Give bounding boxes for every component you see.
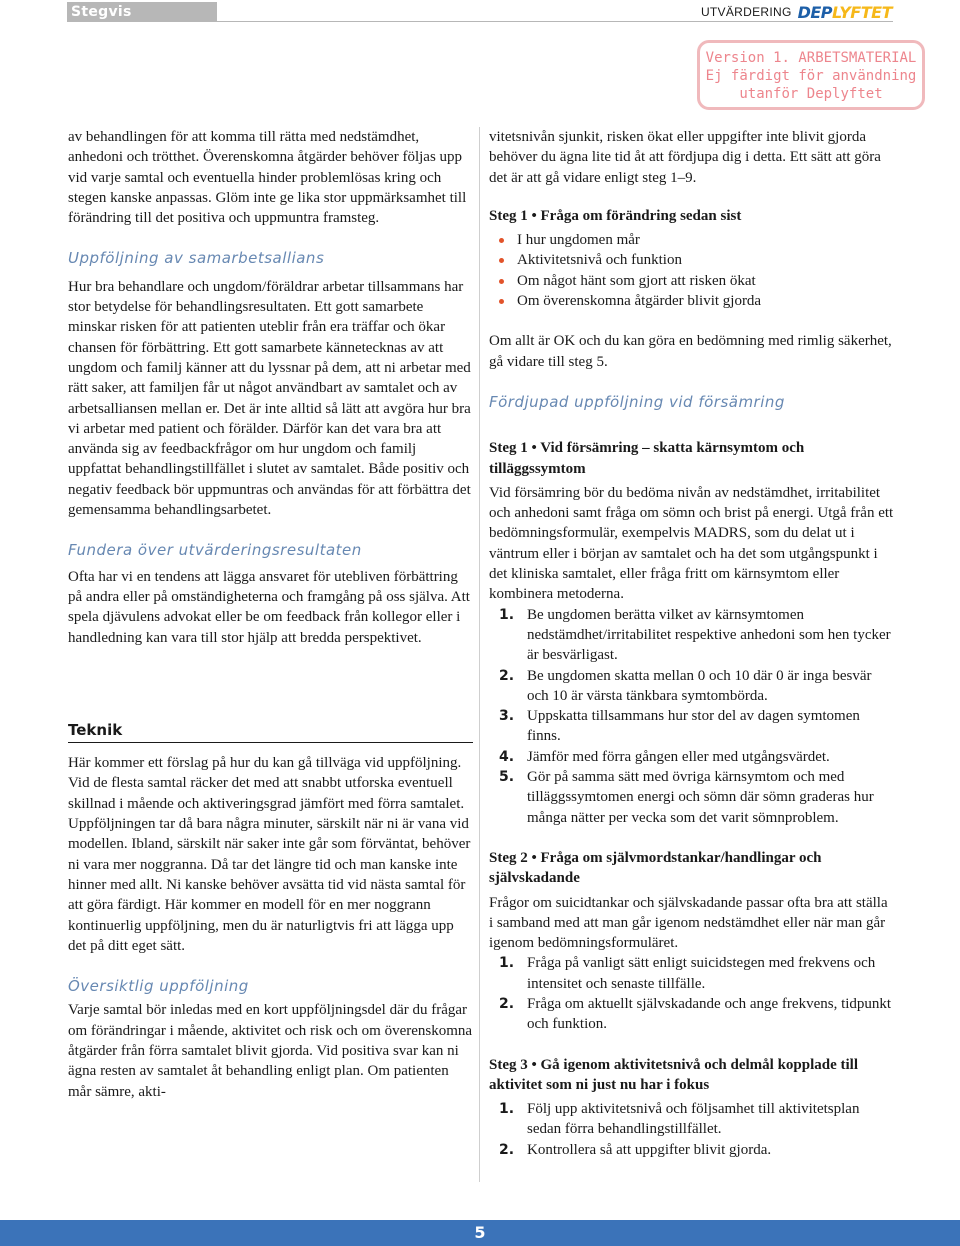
version-line-3: utanför Deplyftet: [739, 86, 883, 102]
continuation-paragraph: vitetsnivån sjunkit, risken ökat eller uppgifter inte blivit gjorda behöver du ägna lite tid åt att fördjupa dig i detta. Ett sätt att göra det är att gå vidare enligt steg 1–9.: [489, 129, 881, 186]
item-text: Fråga på vanligt sätt enligt suicidstegen med frekvens och intensitet och senaste tillfälle.: [527, 955, 876, 992]
steg1-list: [489, 230, 894, 311]
intro-paragraph: av behandlingen för att komma till rätta med nedstämdhet, anhedoni och trötthet. Överenskomna åtgärder behöver följas upp vid varje samtal och eventuella hinder problemlösas kring och stegen kanske anpassas. Glöm inte ge lika stor uppmärksamhet till förändring till det positiva och uppmuntra framsteg.: [68, 129, 467, 227]
item-number: 1.: [499, 1101, 515, 1118]
steg1-heading: Steg 1 • Fråga om förändring sedan sist: [489, 207, 742, 224]
list-item: [489, 1099, 894, 1140]
item-number: 2.: [499, 995, 515, 1012]
list-item: [489, 1140, 894, 1160]
item-text: Uppskatta tillsammans hur stor del av dagen symtomen finns.: [527, 708, 860, 745]
list-item: Om överenskomna åtgärder blivit gjorda: [489, 291, 894, 311]
item-number: 3.: [499, 708, 515, 725]
item-number: 1.: [499, 606, 515, 623]
fordjupad-steg1-list: [489, 605, 894, 828]
teknik-heading: Teknik: [68, 720, 473, 743]
oversikt-heading: Översiktlig uppföljning: [68, 977, 249, 996]
oversikt-paragraph: Varje samtal bör inledas med en kort uppföljningsdel där du frågar om förändringar i mående, aktivitet och risk och om överenskomna åtgärder från förra samtalet blivit gjorda. Vid positiva svar kan ni ägna resten av samtalet åt behandling enligt plan. Om patienten mår sämre, akti-: [68, 1002, 473, 1100]
fundera-paragraph: Ofta har vi en tendens att lägga ansvaret för utebliven förbättring på andra eller på omständigheterna och framgång på oss själva. Att spela djävulens advokat eller be om feedback från kollegor eller i handledning kan vara till stor hjälp att bredda perspektivet.: [68, 568, 470, 646]
item-number: 4.: [499, 748, 515, 765]
fordjupad-heading: Fördjupad uppföljning vid försämring: [489, 392, 785, 411]
item-text: Kontrollera så att uppgifter blivit gjorda.: [527, 1141, 772, 1158]
item-number: 1.: [499, 955, 515, 972]
right-column: [489, 127, 894, 1160]
steg1-after-paragraph: Om allt är OK och du kan göra en bedömning med rimlig säkerhet, gå vidare till steg 5.: [489, 333, 892, 370]
steg2-list: [489, 953, 894, 1034]
left-column: [68, 127, 473, 1102]
fundera-heading: Fundera över utvärderingsresultaten: [68, 541, 362, 560]
item-text: Gör på samma sätt med övriga kärnsymtom och med tilläggssymtomen energi och sömn där sömn graderas hur många nätter per vecka som det varit sömnproblem.: [527, 769, 874, 826]
section-tag: Stegvis uppföljning: [67, 2, 217, 22]
logo-dep-text: DEP: [797, 2, 833, 22]
footer-bar: [0, 1220, 960, 1246]
list-item: Aktivitetsnivå och funktion: [489, 250, 894, 270]
fordjupad-steg1-heading: Steg 1 • Vid försämring – skatta kärnsymtom och tilläggssymtom: [489, 440, 805, 477]
logo-lyftet-text: LYFTET: [832, 2, 892, 22]
list-item: [489, 706, 894, 747]
version-notice: [697, 40, 925, 110]
samarbete-heading: Uppföljning av samarbetsallians: [68, 249, 325, 268]
item-text: Jämför med förra gången eller med utgångsvärdet.: [527, 748, 830, 765]
version-line-1: Version 1. ARBETSMATERIAL: [705, 50, 917, 66]
steg3-heading: Steg 3 • Gå igenom aktivitetsnivå och delmål kopplade till aktivitet som ni just nu har i fokus: [489, 1056, 859, 1093]
column-divider: [479, 127, 480, 1182]
page-number: 5: [474, 1223, 486, 1242]
version-line-2: Ej färdigt för användning: [705, 68, 917, 84]
deplyftet-logo: [798, 3, 892, 22]
item-text: Be ungdomen berätta vilket av kärnsymtomen nedstämdhet/irritabilitet respektive anhedoni som hen tycker är besvärligast.: [527, 606, 891, 664]
steg3-list: [489, 1099, 894, 1160]
list-item: [489, 747, 894, 767]
item-text: Följ upp aktivitetsnivå och följsamhet till aktivitetsplan sedan förra behandlingstillfället.: [527, 1101, 860, 1138]
category-label: UTVÄRDERING: [700, 5, 792, 19]
header-branding: [701, 2, 892, 22]
list-item: I hur ungdomen mår: [489, 230, 894, 250]
steg2-paragraph: Frågor om suicidtankar och självskadande passar ofta bra att ställa i samband med att man går igenom nedstämdhet eller när man går igenom bedömningsformuläret.: [489, 894, 888, 952]
fordjupad-steg1-paragraph: Vid försämring bör du bedöma nivån av nedstämdhet, irritabilitet och anhedoni samt fråga om sömn och brist på energi. Utgå från ett bedömningsformulär, exempelvis MADRS, som du delat ut i väntrum eller i början av samtalet och ha det som utgångspunkt i det kliniska samtalet, eller fråga fritt om kärnsymtom eller kombinera metoderna.: [489, 484, 894, 603]
list-item: [489, 666, 894, 707]
steg2-heading: Steg 2 • Fråga om självmordstankar/handlingar och självskadande: [489, 849, 822, 887]
list-item: [489, 767, 894, 828]
list-item: Om något hänt som gjort att risken ökat: [489, 271, 894, 291]
item-text: Be ungdomen skatta mellan 0 och 10 där 0 är inga besvär och 10 är värsta tänkbara symtombörda.: [527, 667, 872, 704]
list-item: [489, 953, 894, 994]
item-number: 2.: [499, 667, 515, 684]
samarbete-paragraph: Hur bra behandlare och ungdom/föräldrar arbetar tillsammans har stor betydelse för behandlingsresultaten. Ett gott samarbete minskar risken för att patienten uteblir från era träffar och ökar chansen för förbättring. Ett gott samarbete kännetecknas av att ungdom och familj känner att du lyssnar på dem, att ni arbetar med rätt saker, att familjen får ut något användbart av samtalet och av arbetsalliansen mellan er. Det är inte alltid så lätt att avgöra hur bra vi arbetar med patient och förälder. Därför kan det vara bra att använda sig av feedbackfrågor om hur ungdom och familj uppfattat behandlingstillfället i slutet av samtalet. Både positiv och negativ feedback bör uppmuntras och användas för att förbättra det gemensamma behandlingsarbetet.: [68, 278, 471, 519]
teknik-paragraph: Här kommer ett förslag på hur du kan gå tillväga vid uppföljning. Vid de flesta samtal räcker det med att snabbt utforska eventuell skillnad i mående och aktiveringsgrad jämfört med förra samtalet. Uppföljningen tar då bara några minuter, särskilt när ni är vana vid modellen. Ibland, särskilt när saker inte går som förväntat, behöver ni vara mer noggranna. Då tar det längre tid och man kanske inte hinner med allt. Ni kanske behöver avsätta tid vid nästa samtal för att göra färdigt. Här kommer en modell för en mer noggrann kontinuerlig uppföljning, men du är naturligtvis fri att lägga upp det på ditt eget sätt.: [68, 755, 471, 954]
item-number: 5.: [499, 769, 515, 786]
item-text: Fråga om aktuellt självskadande och ange frekvens, tidpunkt och funktion.: [527, 995, 892, 1033]
list-item: [489, 994, 894, 1035]
item-number: 2.: [499, 1141, 515, 1158]
list-item: [489, 605, 894, 666]
